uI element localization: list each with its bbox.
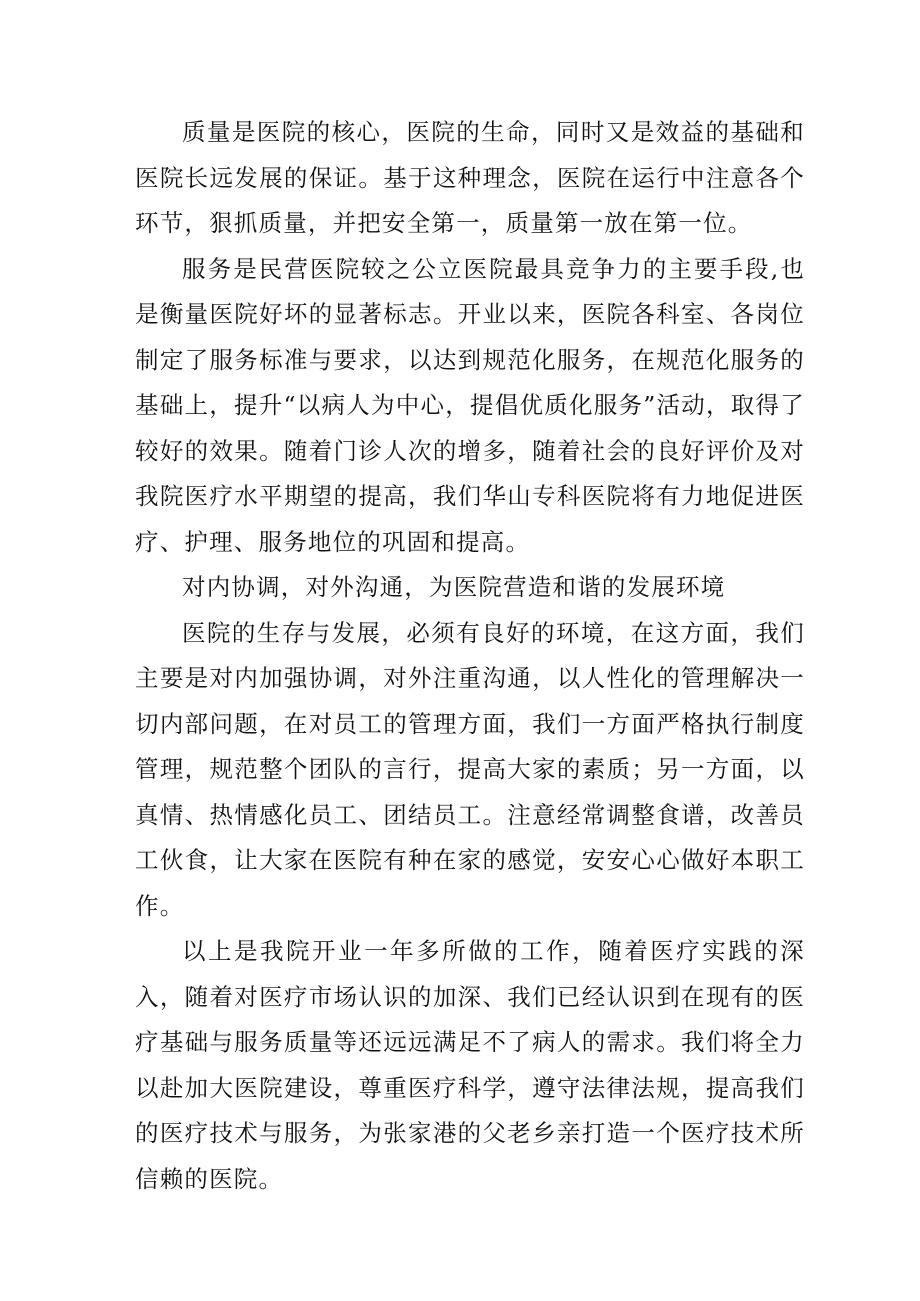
paragraph-quality: 质量是医院的核心，医院的生命，同时又是效益的基础和医院长远发展的保证。基于这种理念，医院在运行中注意各个环节，狠抓质量，并把安全第一，质量第一放在第一位。 (135, 118, 805, 237)
paragraph-summary: 以上是我院开业一年多所做的工作，随着医疗实践的深入，随着对医疗市场认识的加深、我们已经认识到在现有的医疗基础与服务质量等还远远满足不了病人的需求。我们将全力以赴加大医院建设，尊重医疗科学，遵守法律法规，提高我们的医疗技术与服务，为张家港的父老乡亲打造一个医疗技术所信赖的医院。 (135, 937, 805, 1193)
paragraph-heading-coordination: 对内协调，对外沟通，为医院营造和谐的发展环境 (182, 573, 726, 601)
paragraph-environment: 医院的生存与发展，必须有良好的环境，在这方面，我们主要是对内加强协调，对外注重沟通，以人性化的管理解决一切内部问题，在对员工的管理方面，我们一方面严格执行制度管理，规范整个团队的言行，提高大家的素质；另一方面，以真情、热情感化员工、团结员工。注意经常调整食谱，改善员工伙食，让大家在医院有种在家的感觉，安安心心做好本职工作。 (135, 618, 805, 920)
paragraph-service: 服务是民营医院较之公立医院最具竞争力的主要手段,也是衡量医院好坏的显著标志。开业以来，医院各科室、各岗位制定了服务标准与要求，以达到规范化服务，在规范化服务的基础上，提升“以病人为中心，提倡优质化服务”活动，取得了较好的效果。随着门诊人次的增多，随着社会的良好评价及对我院医疗水平期望的提高，我们华山专科医院将有力地促进医疗、护理、服务地位的巩固和提高。 (135, 254, 805, 556)
document-body (135, 110, 805, 1202)
